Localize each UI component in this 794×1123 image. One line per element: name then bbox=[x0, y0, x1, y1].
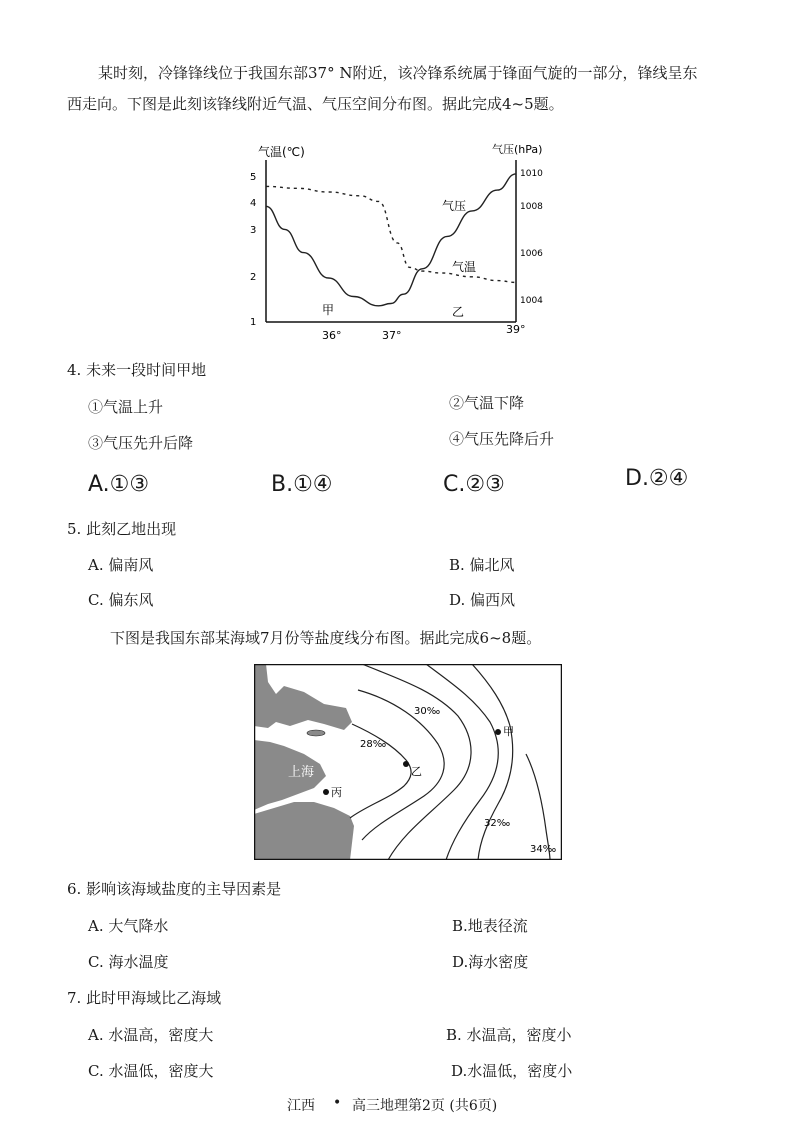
x-tick: 37° bbox=[382, 329, 402, 342]
q4-item-4: ④气压先降后升 bbox=[449, 430, 555, 448]
pressure-curve-label: 气压 bbox=[442, 199, 467, 213]
intro-line-1: 某时刻，冷锋锋线位于我国东部37° N附近，该冷锋系统属于锋面气旋的一部分，锋线呈东 bbox=[98, 64, 698, 82]
q7-stem: 7. 此时甲海域比乙海域 bbox=[67, 989, 222, 1007]
pressure-series-line bbox=[266, 174, 516, 306]
left-tick: 5 bbox=[250, 172, 257, 183]
q6-option-a[interactable]: A. 大气降水 bbox=[88, 917, 169, 935]
place-yi: 乙 bbox=[452, 305, 465, 319]
q6-option-d[interactable]: D.海水密度 bbox=[452, 953, 529, 971]
intro-2: 下图是我国东部某海域7月份等盐度线分布图。据此完成6~8题。 bbox=[110, 629, 542, 647]
q4-option-c[interactable]: C.②③ bbox=[443, 472, 505, 497]
temperature-series-line bbox=[266, 186, 516, 282]
label-shanghai: 上海 bbox=[288, 765, 315, 780]
point-yi bbox=[403, 761, 409, 767]
right-tick: 1004 bbox=[520, 296, 543, 306]
label-28: 28‰ bbox=[360, 739, 387, 750]
right-tick: 1008 bbox=[520, 202, 543, 212]
front-chart bbox=[240, 138, 560, 343]
q6-stem: 6. 影响该海域盐度的主导因素是 bbox=[67, 880, 282, 898]
label-yi: 乙 bbox=[411, 765, 422, 778]
left-axis-label: 气温(℃) bbox=[258, 145, 305, 159]
q6-option-b[interactable]: B.地表径流 bbox=[452, 917, 528, 935]
footer-right: 高三地理第2页 (共6页) bbox=[352, 1098, 498, 1114]
q7-option-d[interactable]: D.水温低，密度小 bbox=[451, 1062, 573, 1080]
point-jia bbox=[495, 729, 501, 735]
label-jia: 甲 bbox=[503, 725, 514, 738]
land-southwest bbox=[254, 802, 354, 860]
right-tick: 1006 bbox=[520, 249, 543, 259]
q4-option-b[interactable]: B.①④ bbox=[271, 472, 333, 497]
q5-option-c[interactable]: C. 偏东风 bbox=[88, 591, 154, 609]
x-tick: 36° bbox=[322, 329, 342, 342]
point-bing bbox=[323, 789, 329, 795]
right-axis-label: 气压(hPa) bbox=[492, 143, 543, 156]
q7-option-a[interactable]: A. 水温高，密度大 bbox=[88, 1026, 214, 1044]
label-bing: 丙 bbox=[331, 786, 342, 799]
q5-option-d[interactable]: D. 偏西风 bbox=[449, 591, 516, 609]
q4-item-1: ①气温上升 bbox=[88, 398, 164, 416]
label-32: 32‰ bbox=[484, 818, 511, 829]
island bbox=[307, 730, 325, 736]
q5-option-b[interactable]: B. 偏北风 bbox=[449, 556, 515, 574]
q7-option-b[interactable]: B. 水温高，密度小 bbox=[446, 1026, 572, 1044]
footer-dot: • bbox=[333, 1095, 342, 1111]
left-tick: 3 bbox=[250, 225, 257, 236]
temperature-curve-label: 气温 bbox=[452, 260, 477, 274]
salinity-map bbox=[254, 664, 562, 860]
q4-item-2: ②气温下降 bbox=[449, 394, 525, 412]
right-tick: 1010 bbox=[520, 169, 543, 179]
q5-option-a[interactable]: A. 偏南风 bbox=[88, 556, 154, 574]
footer-left: 江西 bbox=[287, 1098, 315, 1114]
intro-line-2: 西走向。下图是此刻该锋线附近气温、气压空间分布图。据此完成4~5题。 bbox=[67, 95, 564, 113]
q6-option-c[interactable]: C. 海水温度 bbox=[88, 953, 169, 971]
x-tick: 39° bbox=[506, 323, 526, 336]
left-tick: 4 bbox=[250, 198, 257, 209]
place-jia: 甲 bbox=[322, 303, 335, 317]
q4-option-d[interactable]: D.②④ bbox=[625, 466, 689, 491]
left-tick: 1 bbox=[250, 317, 257, 328]
label-34: 34‰ bbox=[530, 844, 557, 855]
left-tick: 2 bbox=[250, 272, 257, 283]
q4-stem: 4. 未来一段时间甲地 bbox=[67, 361, 207, 379]
label-30: 30‰ bbox=[414, 706, 441, 717]
q5-stem: 5. 此刻乙地出现 bbox=[67, 520, 177, 538]
q7-option-c[interactable]: C. 水温低，密度大 bbox=[88, 1062, 214, 1080]
q4-item-3: ③气压先升后降 bbox=[88, 434, 194, 452]
q4-option-a[interactable]: A.①③ bbox=[88, 472, 150, 497]
